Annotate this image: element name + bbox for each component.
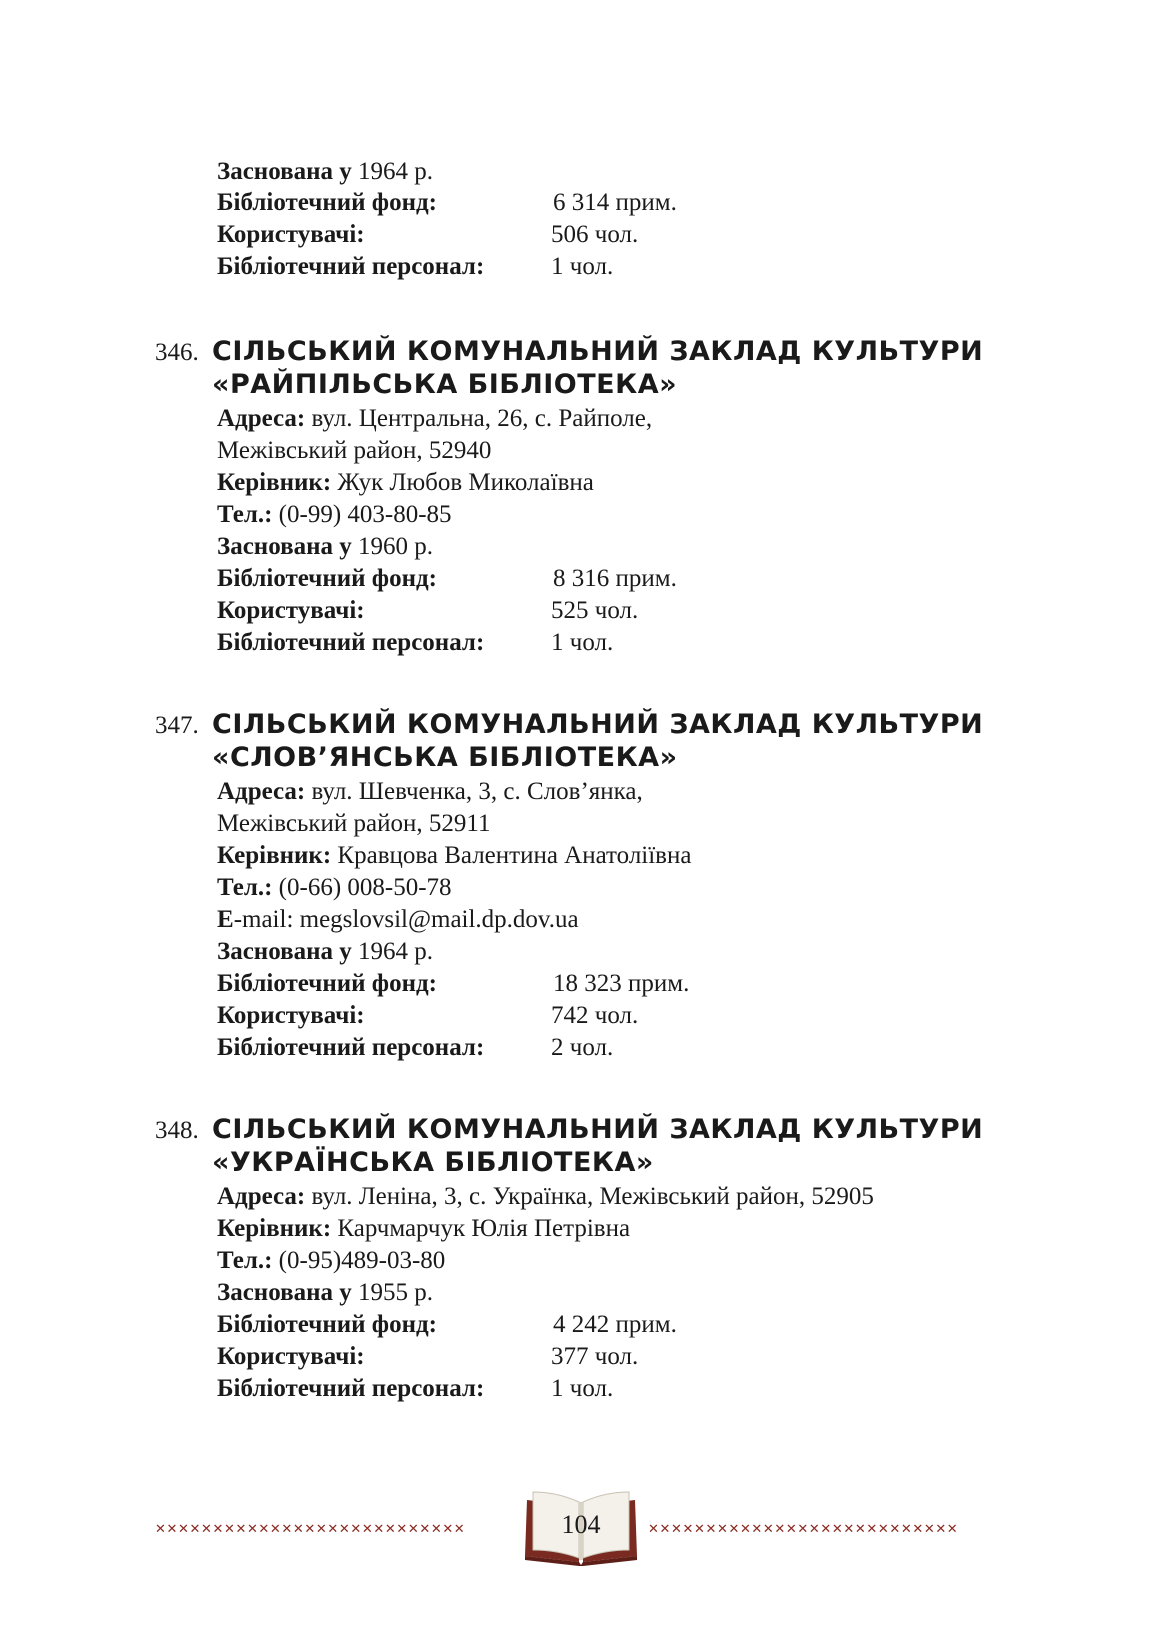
staff-label: Бібліотечний персонал:	[217, 629, 485, 656]
fund-label: Бібліотечний фонд:	[217, 189, 437, 216]
tel-label: Тел.:	[217, 1247, 273, 1274]
tel-line	[217, 500, 452, 530]
email-line	[217, 905, 579, 935]
email-value: -mail: megslovsil@mail.dp.dov.ua	[233, 906, 579, 933]
founded-line	[217, 937, 433, 967]
entry-title-name: «УКРАЇНСЬКА БІБЛІОТЕКА»	[212, 1147, 654, 1178]
staff-value: 2 чол.	[551, 1034, 614, 1061]
fund-label: Бібліотечний фонд:	[217, 1311, 437, 1338]
founded-value: 1964 р.	[357, 158, 433, 185]
staff-value: 1 чол.	[551, 629, 614, 656]
founded-label: Заснована у	[217, 1279, 352, 1306]
tel-label: Тел.:	[217, 501, 273, 528]
staff-label: Бібліотечний персонал:	[217, 253, 485, 280]
fund-label: Бібліотечний фонд:	[217, 970, 437, 997]
fund-value: 8 316 прим.	[553, 565, 677, 592]
entry-number: 346.	[155, 339, 199, 366]
head-label: Керівник:	[217, 842, 332, 869]
address-line	[217, 1182, 874, 1212]
address-line	[217, 777, 643, 807]
founded-value: 1960 р.	[357, 533, 433, 560]
users-label: Користувачі:	[217, 1343, 365, 1370]
tel-value: (0-99) 403-80-85	[278, 501, 452, 528]
tel-value: (0-95)489-03-80	[278, 1247, 446, 1274]
founded-line	[217, 532, 433, 562]
tel-label: Тел.:	[217, 874, 273, 901]
tel-line	[217, 1246, 445, 1276]
address-value-cont: Межівський район, 52940	[217, 437, 492, 464]
address-value-cont: Межівський район, 52911	[217, 810, 491, 837]
founded-line	[217, 1278, 433, 1308]
fund-value: 18 323 прим.	[553, 970, 690, 997]
head-line	[217, 468, 594, 498]
entry-title: СІЛЬСЬКИЙ КОМУНАЛЬНИЙ ЗАКЛАД КУЛЬТУРИ	[212, 1114, 984, 1145]
head-value: Кравцова Валентина Анатоліївна	[337, 842, 692, 869]
users-value: 377 чол.	[551, 1343, 639, 1370]
founded-label: Заснована у	[217, 533, 352, 560]
head-label: Керівник:	[217, 1215, 332, 1242]
entry-title-name: «СЛОВ’ЯНСЬКА БІБЛІОТЕКА»	[212, 742, 678, 773]
founded-label: Заснована у	[217, 158, 352, 185]
address-label: Адреса:	[217, 1183, 306, 1210]
users-label: Користувачі:	[217, 221, 365, 248]
users-label: Користувачі:	[217, 1002, 365, 1029]
tel-value: (0-66) 008-50-78	[278, 874, 452, 901]
head-line	[217, 841, 691, 871]
founded-label: Заснована у	[217, 938, 352, 965]
entry-number: 348.	[155, 1117, 199, 1144]
entry-title-name: «РАЙПІЛЬСЬКА БІБЛІОТЕКА»	[212, 369, 678, 400]
entry-title: СІЛЬСЬКИЙ КОМУНАЛЬНИЙ ЗАКЛАД КУЛЬТУРИ	[212, 709, 984, 740]
page-number: 104	[561, 1510, 601, 1539]
address-label: Адреса:	[217, 405, 306, 432]
ornament-left: ✕✕✕✕✕✕✕✕✕✕✕✕✕✕✕✕✕✕✕✕✕✕✕✕✕✕✕	[155, 1522, 466, 1537]
founded-line	[217, 157, 433, 187]
email-label: E	[217, 906, 234, 933]
head-value: Жук Любов Миколаївна	[337, 469, 594, 496]
staff-value: 1 чол.	[551, 253, 614, 280]
fund-label: Бібліотечний фонд:	[217, 565, 437, 592]
address-value: вул. Центральна, 26, с. Райполе,	[311, 405, 653, 432]
users-value: 525 чол.	[551, 597, 639, 624]
address-value: вул. Леніна, 3, с. Українка, Межівський район, 52905	[311, 1183, 874, 1210]
entry-title: СІЛЬСЬКИЙ КОМУНАЛЬНИЙ ЗАКЛАД КУЛЬТУРИ	[212, 336, 984, 367]
staff-label: Бібліотечний персонал:	[217, 1034, 485, 1061]
ornament-right: ✕✕✕✕✕✕✕✕✕✕✕✕✕✕✕✕✕✕✕✕✕✕✕✕✕✕✕	[648, 1522, 959, 1537]
fund-value: 4 242 прим.	[553, 1311, 677, 1338]
staff-label: Бібліотечний персонал:	[217, 1375, 485, 1402]
founded-value: 1964 р.	[357, 938, 433, 965]
tel-line	[217, 873, 452, 903]
staff-value: 1 чол.	[551, 1375, 614, 1402]
fund-value: 6 314 прим.	[553, 189, 677, 216]
address-label: Адреса:	[217, 778, 306, 805]
users-label: Користувачі:	[217, 597, 365, 624]
founded-value: 1955 р.	[357, 1279, 433, 1306]
head-label: Керівник:	[217, 469, 332, 496]
address-line	[217, 404, 652, 434]
head-line	[217, 1214, 630, 1244]
entry-number: 347.	[155, 712, 199, 739]
users-value: 742 чол.	[551, 1002, 639, 1029]
address-value: вул. Шевченка, 3, с. Слов’янка,	[311, 778, 643, 805]
head-value: Карчмарчук Юлія Петрівна	[337, 1215, 631, 1242]
users-value: 506 чол.	[551, 221, 639, 248]
